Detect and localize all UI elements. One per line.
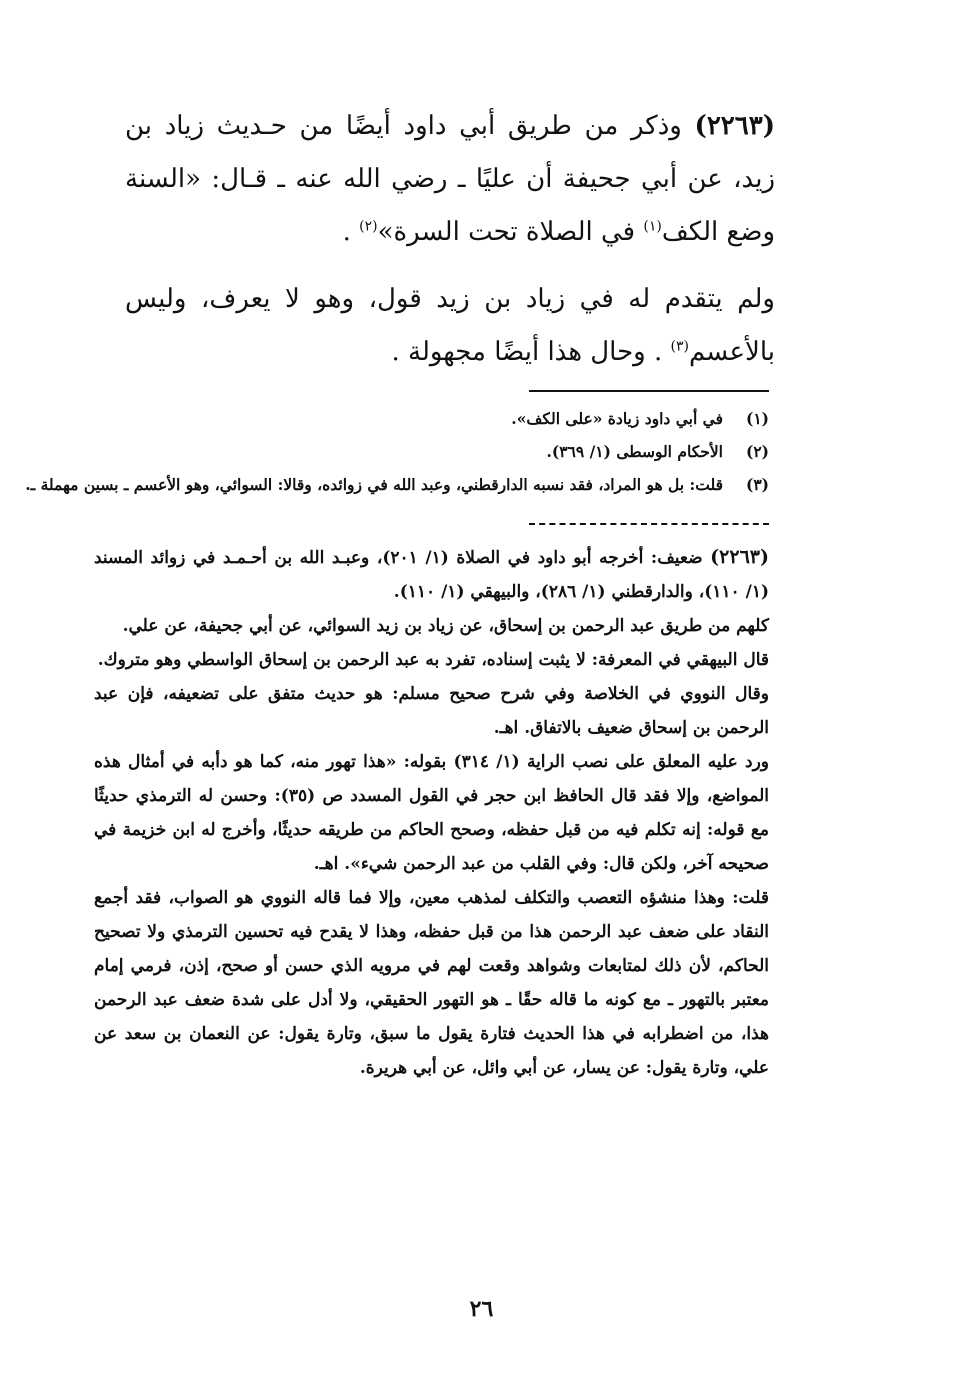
footnote-item (25, 468, 769, 501)
main-p1-text-b: في الصلاة تحت السرة» (377, 217, 644, 247)
main-p2-text-a: ولم يتقدم له في زياد بن زيد قول، وهو لا يعرف، وليس بالأعسم (125, 284, 775, 367)
takhrij-number: (٢٢٦٣) (710, 546, 769, 568)
hadith-number: (٢٢٦٣) (694, 111, 775, 141)
footnote-number: (٣) (745, 475, 769, 494)
footnote-item (129, 435, 769, 468)
main-p1-text-c: . (342, 217, 360, 247)
takhrij-divider (529, 523, 769, 525)
main-paragraph-1 (125, 100, 775, 259)
takhrij-p1-text: ضعيف: أخرجه أبو داود في الصلاة (١/ ٢٠١)، وعبـد الله بن أحـمـد في زوائد المسند (١/ ١١٠)، والدارقطني (١/ ٢٨٦)، والبيهقي (١/ ١١٠). (94, 548, 769, 602)
footnote-divider (529, 390, 769, 392)
takhrij-paragraph-1 (94, 540, 769, 609)
main-paragraph-2 (125, 273, 775, 379)
footnote-text: قلت: بل هو المراد، فقد نسبه الدارقطني، وعبد الله في زوائده، وقالا: السوائي، وهو الأعسم ـ بسين مهملة ـ. (25, 475, 723, 494)
takhrij-paragraph-5: ورد عليه المعلق على نصب الراية (١/ ٣١٤) بقوله: «هذا تهور منه، كما هو دأبه في أمثال هذه المواضع، وإلا فقد قال الحافظ ابن حجر في القول المسدد ص (٣٥): وحسن له الترمذي حديثًا مع قوله: إنه تكلم فيه من قبل حفظه، وصحح الحاكم من طريقه حديثًا، وأخرج له ابن خزيمة في صحيحه آخر، ولكن قال: وفي القلب من عبد الرحمن شيء». اهـ. (94, 752, 769, 874)
footnote-item (129, 402, 769, 435)
footnote-ref-1[interactable]: (١) (643, 218, 662, 235)
footnote-text: الأحكام الوسطى (١/ ٣٦٩). (546, 442, 723, 461)
takhrij-paragraph-3: قال البيهقي في المعرفة: لا يثبت إسناده، تفرد به عبد الرحمن بن إسحاق الواسطي وهو متروك. (97, 650, 769, 670)
takhrij-paragraph-2: كلهم من طريق عبد الرحمن بن إسحاق، عن زياد بن زيد السوائي، عن أبي جحيفة، عن علي. (122, 616, 769, 636)
takhrij-paragraph-6: قلت: وهذا منشؤه التعصب والتكلف لمذهب معين، وإلا فما قاله النووي هو الصواب، فقد أجمع النقاد على ضعف عبد الرحمن هذا من قبل حفظه، وهذا لا يقدح فيه تحسين الترمذي ولا تصحيح الحاكم، لأن ذلك لمتابعات وشواهد وقعت لهم في مرويه الذي حسن أو صحح، إذن، فرمي إمام معتبر بالتهور ـ مع كونه ما قاله حقًا ـ هو التهور الحقيقي، ولا أدل على شدة ضعف عبد الرحمن هذا، من اضطرابه في هذا الحديث فتارة يقول ما سبق، وتارة يقول: عن النعمان بن سعد عن علي، وتارة يقول: عن يسار، عن أبي وائل، عن أبي هريرة. (94, 888, 769, 1078)
takhrij-section (94, 540, 769, 1085)
takhrij-paragraph-4: وقال النووي في الخلاصة وفي شرح صحيح مسلم: هو حديث متفق على تضعيفه، فإن عبد الرحمن بن إسحاق ضعيف بالاتفاق. اهـ. (94, 684, 769, 738)
footnote-text: في أبي داود زيادة «على الكف». (511, 409, 723, 428)
footnote-number: (١) (745, 409, 769, 428)
main-p2-text-b: . وحال هذا أيضًا مجهولة . (391, 337, 671, 367)
main-text (125, 100, 775, 379)
footnote-ref-3[interactable]: (٣) (670, 338, 689, 355)
page-number: ٢٦ (469, 1296, 494, 1322)
main-p1-text-a: وذكر من طريق أبي داود أيضًا من حـديث زياد بن زيد، عن أبي جحيفة أن عليًا ـ رضي الله عنه ـ قـال: «السنة وضع الكف (125, 111, 775, 247)
footnotes (25, 402, 769, 501)
footnote-number: (٢) (745, 442, 769, 461)
footnote-ref-2[interactable]: (٢) (359, 218, 378, 235)
